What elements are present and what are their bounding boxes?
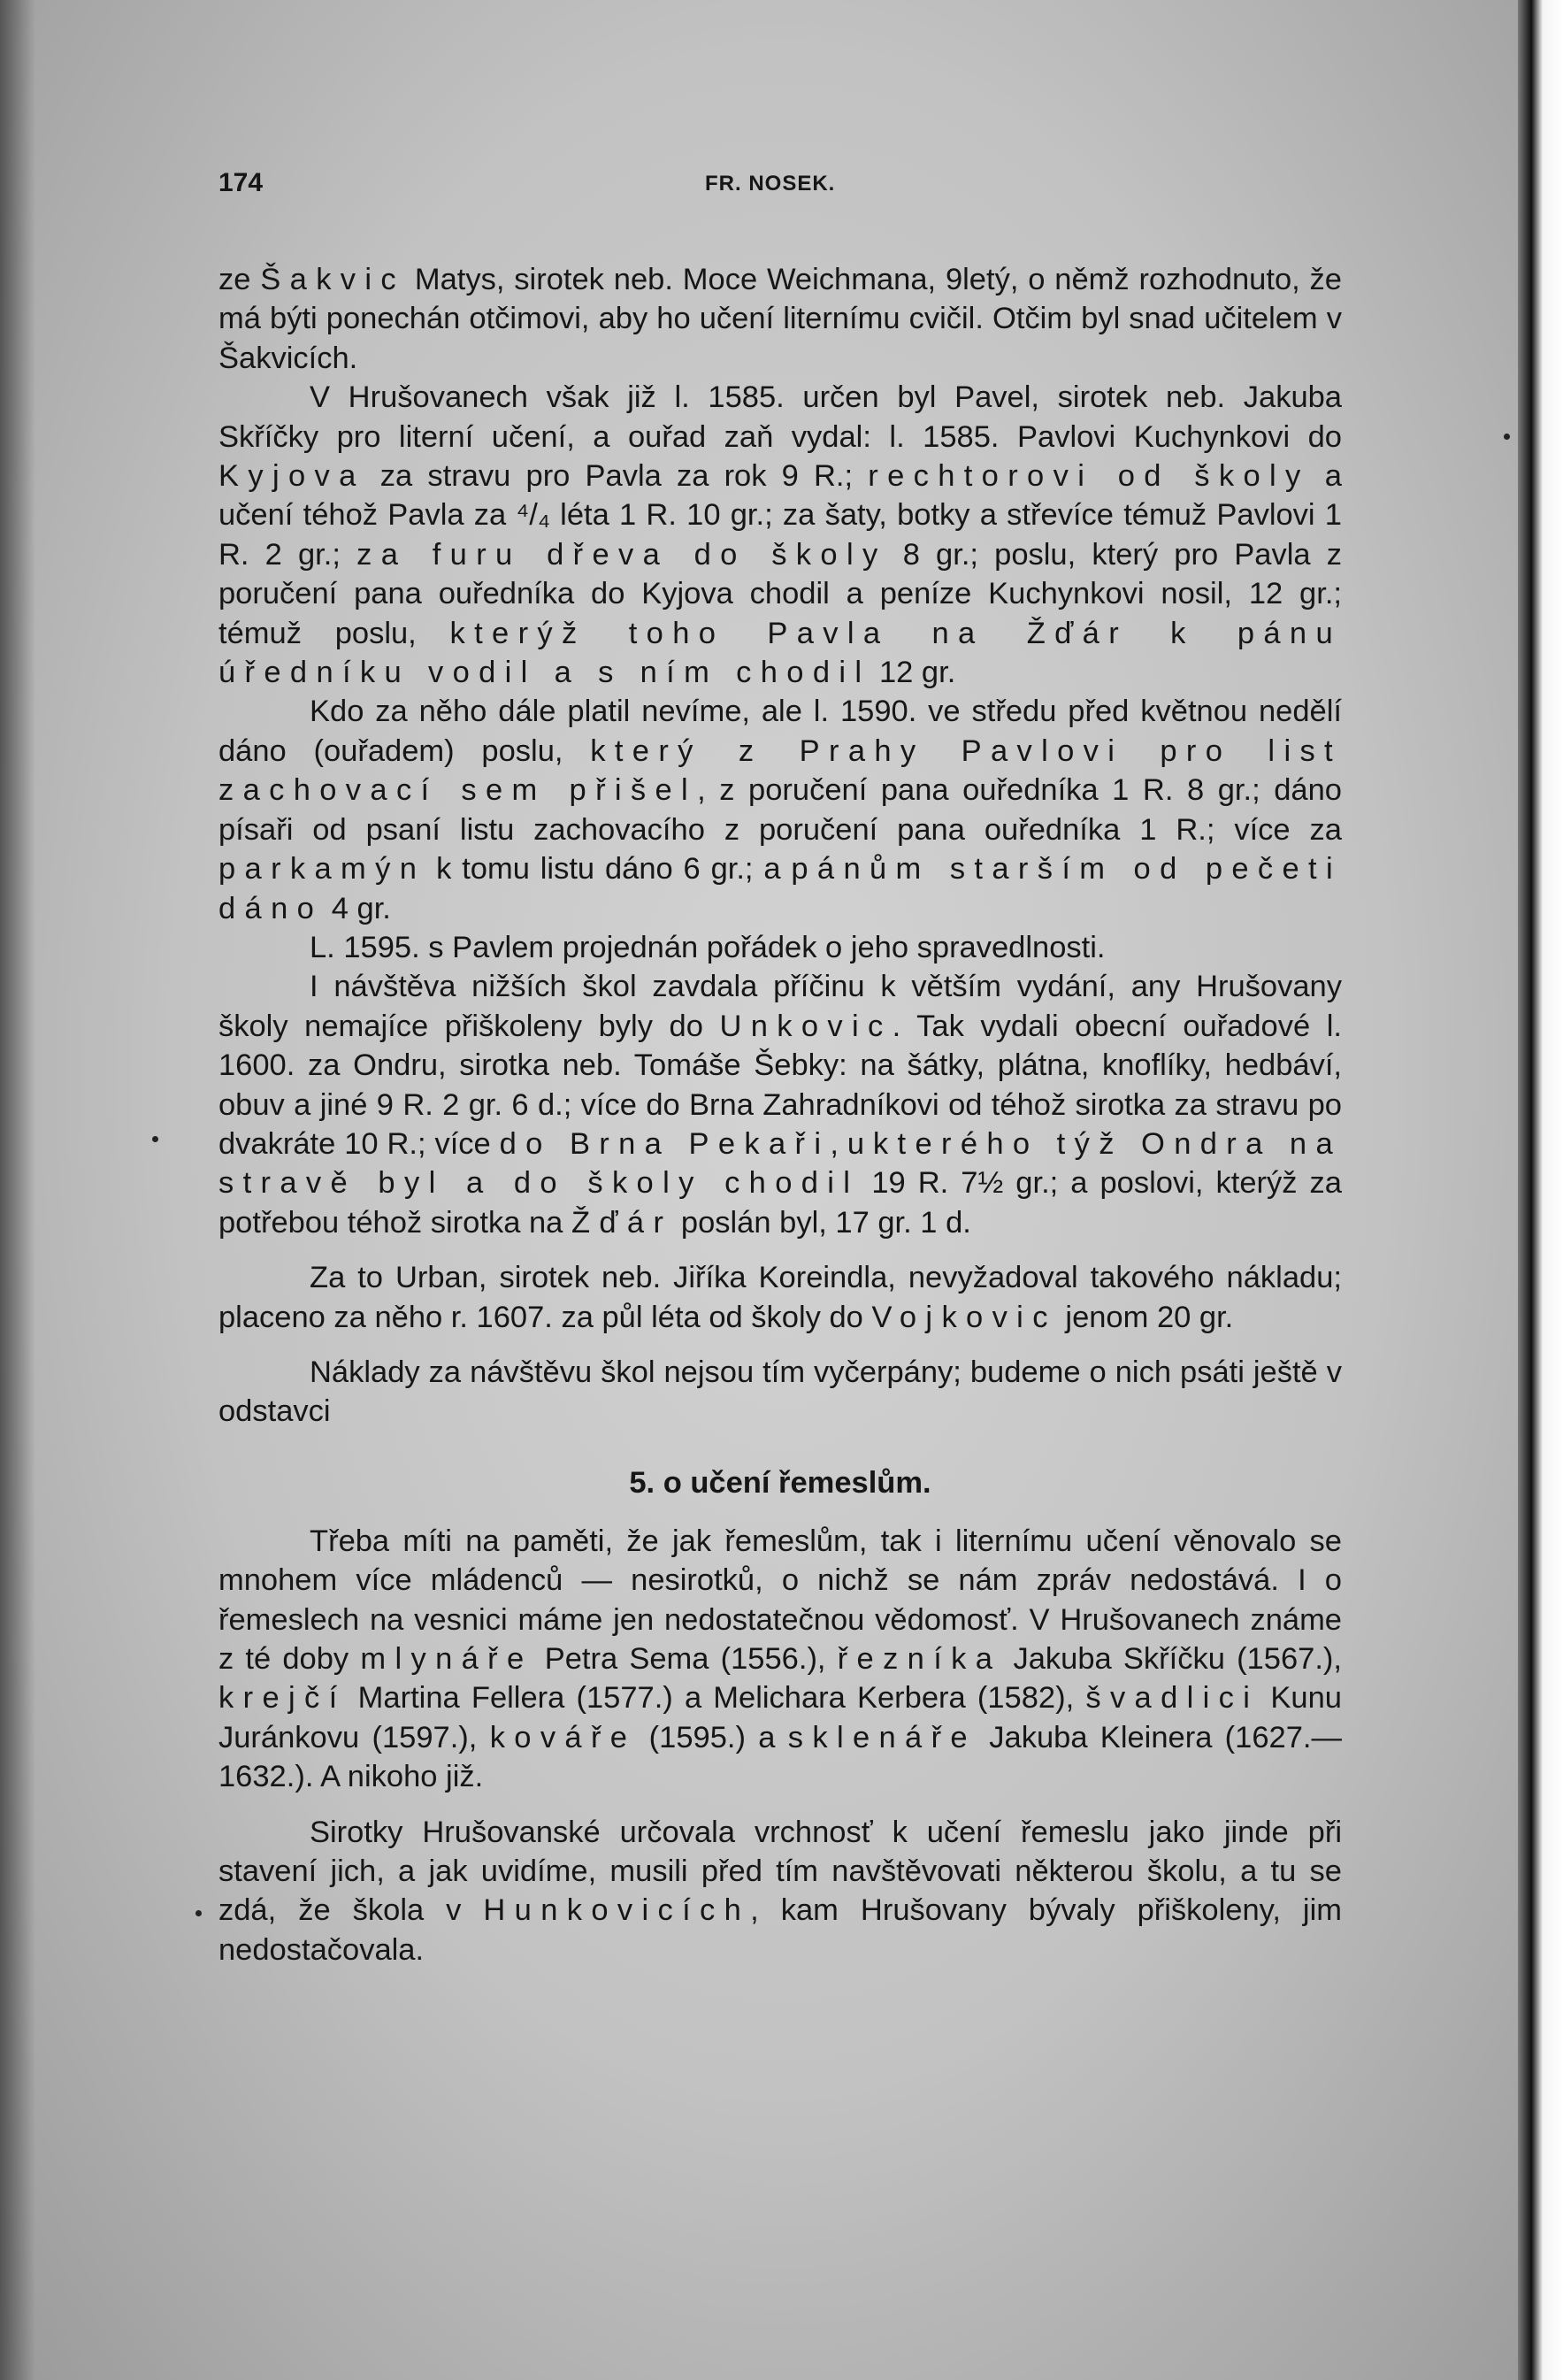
text-run: Kdo za něho dále platil nevíme, ale l. 1590. ve středu před květnou nedělí dáno (ouřadem) poslu,: [218, 695, 1342, 768]
spaced-emphasis: krejčí: [218, 1681, 347, 1716]
paragraph: [218, 967, 1342, 1242]
text-run: 8 gr.; poslu, který pro Pavla z poručení pana ouředníka do Kyjova chodil a peníze Kuchynkovi nosil, 12 gr.; témuž poslu,: [218, 537, 1342, 650]
paragraph: [218, 1522, 1342, 1797]
text-run: . Tak vydali obecní ouřadové l. 1600. za Ondru, sirotka neb. Tomáše Šebky: na šátky, plátna, knoflíky, hedbáví, obuv a jiné 9 R. 2 gr. 6 d.; více do Brna Zahradníkovi od téhož sirotka za stravu po dvakráte 10 R.; více: [218, 1009, 1342, 1161]
text-run: , kam Hrušovany bývaly přiškoleny, jim nedostačovala.: [218, 1893, 1342, 1967]
paragraph: [218, 1813, 1342, 1970]
page-header: [218, 168, 1342, 214]
text-run: V Hrušovanech však již l. 1585. určen byl Pavel, sirotek neb. Jakuba Skříčky pro literní učení, a ouřad zaň vydal: l. 1585. Pavlovi Kuchynkovi do: [218, 380, 1342, 454]
text-run: Třeba míti na paměti, že jak řemeslům, tak i liternímu učení věnovalo se mnohem více mládenců — nesirotků, o nichž se nám zpráv nedostává. I o řemeslech na vesnici máme jen nedostatečnou vědomosť. V Hrušovanech známe z té doby: [218, 1524, 1342, 1676]
spaced-emphasis: kterýž toho Pavla na Žďár k pánu úředníku vodil a s ním chodil: [218, 616, 1342, 690]
text-run: Za to Urban, sirotek neb. Jiříka Koreindla, nevyžadoval takového nákladu; placeno za něho r. 1607. za půl léta od školy do: [218, 1261, 1342, 1334]
text-run: Martina Fellera (1577.) a Melichara Kerbera (1582),: [346, 1681, 1086, 1716]
spaced-emphasis: který z Prahy Pavlovi pro list zachovací sem přišel: [218, 733, 1342, 808]
text-run: I návštěva nižších škol zavdala příčinu k větším vydání, any Hrušovany školy nemajíce přiškoleny byly do: [218, 970, 1342, 1043]
spaced-emphasis: sklenáře: [787, 1720, 977, 1754]
spaced-emphasis: do Brna Pekaři: [499, 1126, 831, 1161]
paragraph: [218, 692, 1342, 927]
paragraph: [218, 378, 1342, 692]
text-run: k tomu listu dáno 6 gr.; a: [425, 852, 792, 887]
spaced-emphasis: Hunkovicích: [483, 1893, 751, 1928]
section-heading: 5. o učení řemeslům.: [629, 1465, 931, 1500]
text-run: ze: [218, 263, 261, 296]
text-run: Jakuba Skříčku (1567.),: [1001, 1642, 1342, 1676]
spaced-emphasis: Žďár: [571, 1205, 673, 1240]
text-run: Kunu Juránkovu (1597.),: [218, 1681, 1342, 1754]
page-number: 174: [218, 168, 264, 197]
text-run: Petra Sema (1556.),: [532, 1642, 838, 1676]
spaced-emphasis: za furu dřeva do školy: [356, 537, 887, 572]
paragraph: [218, 928, 1342, 967]
paragraph-gap: [218, 1242, 1342, 1258]
spaced-emphasis: mlynáře: [360, 1642, 533, 1676]
page-body: [218, 260, 1342, 1969]
scan-speck: [152, 1136, 158, 1142]
spaced-emphasis: kováře: [489, 1720, 637, 1754]
text-run: poslán byl, 17 gr. 1 d.: [672, 1205, 971, 1240]
paragraph: [218, 1258, 1342, 1337]
spaced-emphasis: rechtorovi od školy: [868, 459, 1310, 494]
spaced-emphasis: Šakvic: [260, 263, 406, 296]
text-run: 12 gr.: [870, 656, 956, 690]
text-run: , z poručení pana ouředníka 1 R. 8 gr.; dáno písaři od psaní listu zachovacího z poručení pana ouředníka 1 R.; více za: [218, 773, 1342, 847]
scan-speck: [195, 1910, 202, 1916]
text-run: Matys, sirotek neb. Moce Weichmana, 9letý, o němž rozhodnuto, že má býti ponechán otčimovi, aby ho učení liternímu cvičil. Otčim byl snad učitelem v Šakvicích.: [218, 263, 1342, 375]
book-page: [218, 168, 1342, 1969]
text-run: , u: [830, 1126, 873, 1161]
spaced-emphasis: Vojkovic: [871, 1300, 1057, 1334]
paragraph-gap: [218, 1797, 1342, 1813]
text-run: Sirotky Hrušovanské určovala vrchnosť k učení řemeslu jako jinde při stavení jich, a jak uvidíme, musili před tím navštěvovati některou školu, a tu se zdá, že škola v: [218, 1815, 1342, 1928]
text-run: Náklady za návštěvu škol nejsou tím vyčerpány; budeme o nich psáti ještě v odstavci: [218, 1355, 1342, 1429]
spaced-emphasis: řezníka: [837, 1642, 1002, 1676]
right-scan-edge: [1518, 0, 1563, 2380]
text-run: L. 1595. s Pavlem projednán pořádek o jeho spravedlnosti.: [310, 930, 1106, 964]
text-run: jenom 20 gr.: [1056, 1300, 1234, 1334]
text-run: (1595.) a: [636, 1720, 788, 1754]
spaced-emphasis: Unkovic: [719, 1009, 893, 1043]
left-scan-shadow: [0, 0, 35, 2380]
paragraph: [218, 1353, 1342, 1432]
spaced-emphasis: švadlici: [1085, 1681, 1260, 1716]
text-run: 19 R. 7½ gr.; a poslovi, kterýž za potřebou téhož sirotka na: [218, 1166, 1342, 1240]
text-run: 4 gr.: [323, 891, 391, 925]
text-run: Jakuba Kleinera (1627.—1632.). A nikoho již.: [218, 1720, 1343, 1794]
text-run: za stravu pro Pavla za rok 9 R.;: [364, 459, 869, 494]
scan-speck: [1504, 434, 1510, 440]
running-title: FR. NOSEK.: [705, 172, 836, 196]
paragraph-gap: [218, 1337, 1342, 1353]
spaced-emphasis: pánům starším od pečeti dáno: [218, 852, 1342, 925]
text-run: a učení téhož Pavla za ⁴/₄ léta 1 R. 10 gr.; za šaty, botky a střevíce témuž Pavlovi 1 R. 2 gr.;: [218, 459, 1342, 572]
spaced-emphasis: parkamýn: [218, 852, 426, 887]
spaced-emphasis: Kyjova: [218, 459, 365, 494]
spaced-emphasis: kterého týž Ondra na stravě byl a do školy chodil: [218, 1126, 1342, 1201]
paragraph: [218, 260, 1342, 378]
